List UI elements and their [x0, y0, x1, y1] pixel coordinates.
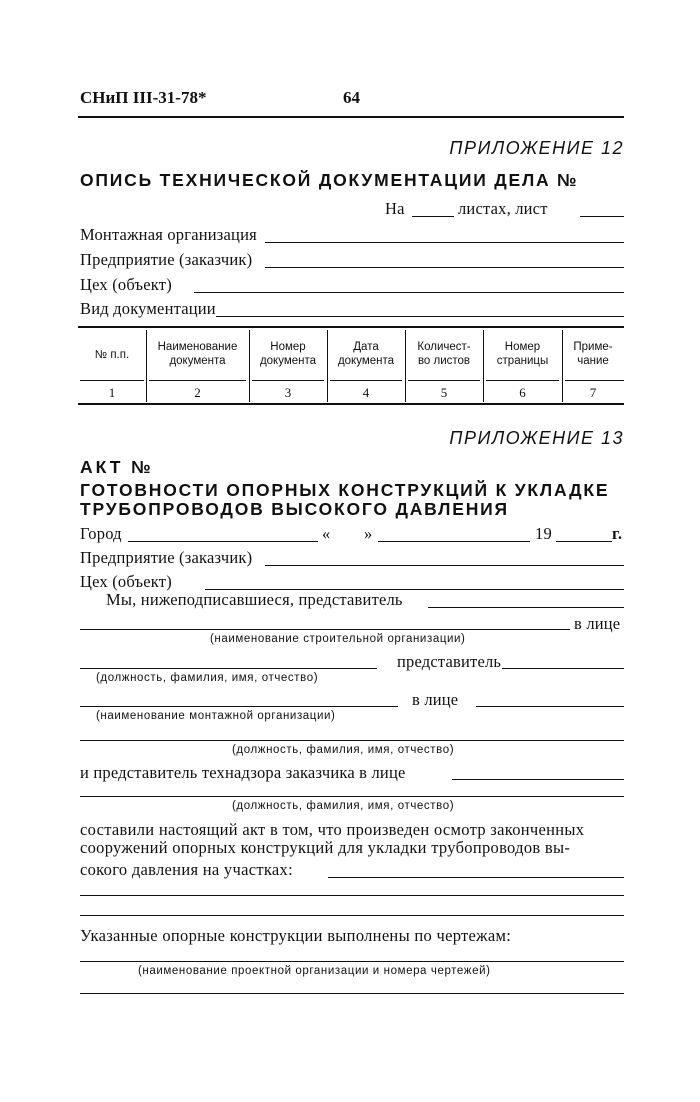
position-name-field-1[interactable] [80, 668, 377, 669]
header-underline [486, 380, 559, 381]
year-field[interactable] [556, 541, 612, 542]
sheets-count-field[interactable] [412, 216, 454, 217]
drawings-text: Указанные опорные конструкции выполнены по чертежам: [80, 926, 512, 945]
column-number-3: 3 [284, 385, 292, 400]
city-label: Город [80, 524, 122, 543]
table-top-rule [78, 326, 624, 328]
table-header-5: Количест- во листов [417, 341, 471, 367]
workshop-label: Цех (объект) [80, 572, 172, 591]
statement-line-1: составили настоящий акт в том, что произведен осмотр законченных [80, 820, 585, 839]
caption-installation-org: (наименование монтажной организации) [96, 710, 336, 722]
caption-drawings: (наименование проектной организации и номера чертежей) [138, 965, 491, 977]
act-title: АКТ № [80, 457, 154, 477]
drawings-field[interactable] [80, 961, 624, 962]
installation-org-act-field[interactable] [80, 706, 398, 707]
representative-label: представитель [397, 652, 502, 671]
act-subtitle-line-2: ТРУБОПРОВОДОВ ВЫСОКОГО ДАВЛЕНИЯ [80, 499, 509, 519]
city-field[interactable] [128, 541, 318, 542]
in-person-label-2: в лице [412, 690, 459, 709]
doc-type-field[interactable] [216, 316, 624, 317]
caption-position-1: (должность, фамилия, имя, отчество) [96, 672, 319, 684]
statement-line-2: сооружений опорных конструкций для укладки трубопроводов вы- [80, 838, 571, 857]
position-name-field-3[interactable] [80, 796, 624, 797]
column-number-2: 2 [194, 385, 201, 400]
header-underline [330, 380, 402, 381]
header-underline [252, 380, 324, 381]
act-subtitle-line-1: ГОТОВНОСТИ ОПОРНЫХ КОНСТРУКЦИЙ К УКЛАДКЕ [80, 480, 610, 500]
sheet-number-field[interactable] [580, 216, 624, 217]
sections-field-3[interactable] [80, 915, 624, 916]
installation-person-field[interactable] [476, 706, 624, 707]
table-header-6: Номер страницы [496, 341, 549, 367]
position-name-field-2[interactable] [80, 740, 624, 741]
header-underline [149, 380, 246, 381]
table-header-3: Номер документа [259, 341, 317, 367]
field-label-installation-org: Монтажная организация [80, 225, 257, 244]
year-suffix: г. [612, 524, 623, 543]
quote-close: » [364, 524, 373, 543]
field-label-workshop: Цех (объект) [80, 275, 172, 294]
sections-field-2[interactable] [80, 895, 624, 896]
header-underline [408, 380, 480, 381]
tech-supervision-text: и представитель технадзора заказчика в лице [80, 763, 406, 782]
table-bottom-rule [78, 403, 624, 405]
tech-supervision-field[interactable] [452, 779, 624, 780]
installation-org-field[interactable] [265, 242, 624, 243]
column-number-6: 6 [519, 385, 526, 400]
installation-rep-field[interactable] [502, 668, 624, 669]
caption-position-2: (должность, фамилия, имя, отчество) [232, 744, 455, 756]
drawings-field-2[interactable] [80, 993, 624, 994]
caption-position-3: (должность, фамилия, имя, отчество) [232, 800, 455, 812]
quote-open: « [322, 524, 331, 543]
construction-org-field[interactable] [80, 629, 570, 630]
workshop-field[interactable] [194, 292, 624, 293]
header-underline [565, 380, 624, 381]
column-number-1: 1 [108, 385, 116, 400]
header-underline [80, 380, 144, 381]
column-number-5: 5 [440, 385, 448, 400]
field-label-enterprise: Предприятие (заказчик) [80, 250, 253, 269]
column-number-7: 7 [589, 385, 597, 400]
act-enterprise-field[interactable] [265, 565, 624, 566]
inventory-title: ОПИСЬ ТЕХНИЧЕСКОЙ ДОКУМЕНТАЦИИ ДЕЛА № [80, 170, 579, 190]
sections-field[interactable] [328, 877, 624, 878]
table-header-2: Наименование документа [157, 341, 238, 367]
statement-line-3: сокого давления на участках: [80, 860, 293, 879]
sheets-mid-label: листах, лист [458, 199, 548, 218]
appendix-13-label: ПРИЛОЖЕНИЕ 13 [449, 428, 624, 448]
header-rule [78, 116, 624, 118]
table-header-4: Дата документа [337, 341, 395, 367]
column-number-4: 4 [362, 385, 370, 400]
year-prefix: 19 [535, 524, 552, 543]
sheets-prefix: На [385, 199, 405, 218]
caption-construction-org: (наименование строительной организации) [210, 633, 466, 645]
table-header-7: Приме- чание [573, 341, 613, 367]
we-signed-text: Мы, нижеподписавшиеся, представитель [106, 590, 403, 609]
table-header-1: № п.п. [94, 349, 130, 361]
enterprise-label: Предприятие (заказчик) [80, 548, 253, 567]
in-person-label: в лице [574, 614, 621, 633]
appendix-12-label: ПРИЛОЖЕНИЕ 12 [449, 138, 624, 158]
document-code: СНиП III-31-78* [80, 88, 207, 107]
field-label-doc-type: Вид документации [80, 299, 216, 318]
construction-rep-field[interactable] [428, 607, 624, 608]
page-number: 64 [343, 88, 360, 107]
month-field[interactable] [378, 541, 530, 542]
enterprise-field[interactable] [265, 267, 624, 268]
